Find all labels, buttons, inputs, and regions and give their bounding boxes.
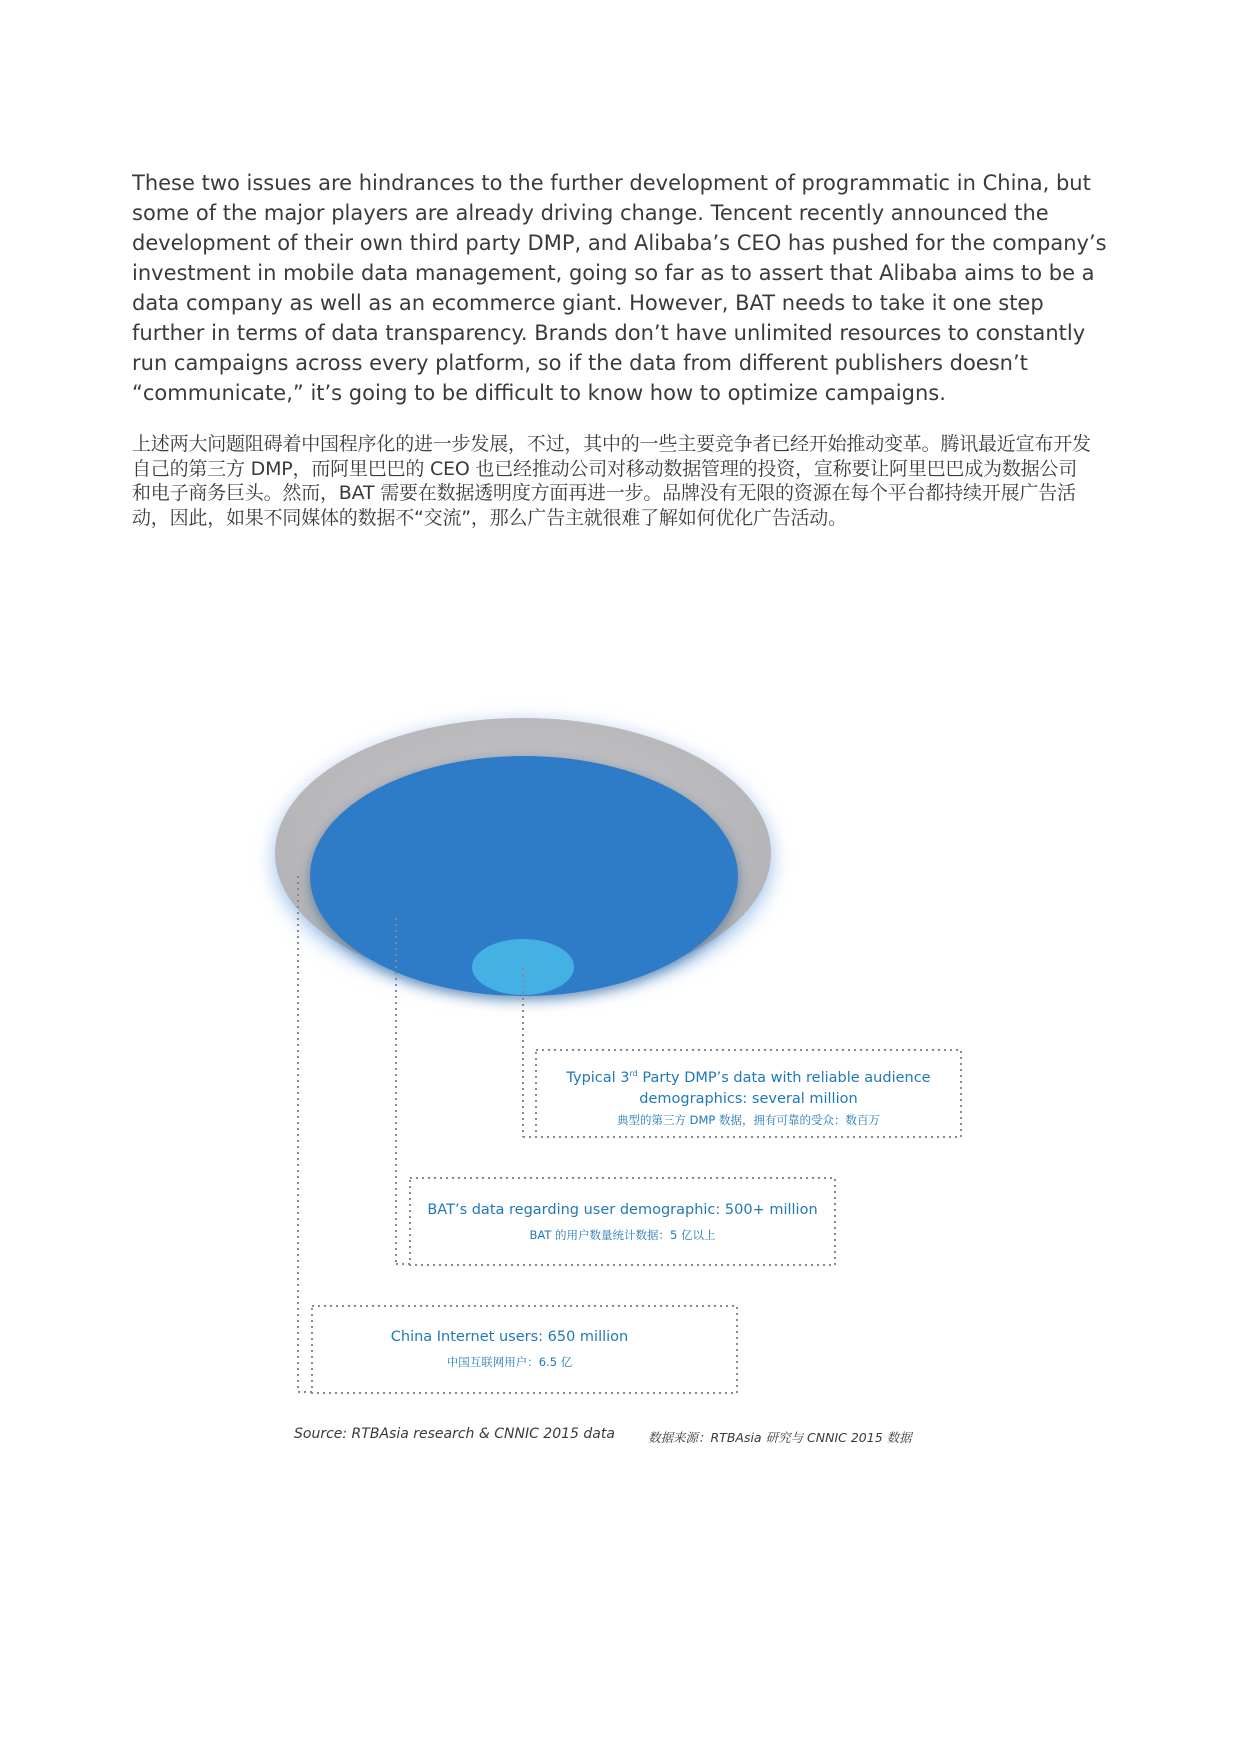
body-paragraph-english: These two issues are hindrances to the further development of programmatic in China, but some of the major players are already driving change. Tencent recently announced the development of their own third party DMP, and Alibaba’s CEO has pushed for the company’s investment in mobile data management, going so far as to assert that Alibaba aims to be a data company as well as an ecommerce giant. However, BAT needs to take it one step further in terms of data transparency. Brands don’t have unlimited resources to constantly run campaigns across every platform, so if the data from different publishers doesn’t “communicate,” it’s going to be difficult to know how to optimize campaigns.: [132, 171, 1107, 405]
dmp-label-english: Typical 3rd Party DMP’s data with reliable audience demographics: several million: [566, 1069, 931, 1107]
dmp-label: [536, 1063, 961, 1130]
source-chinese: 数据来源：RTBAsia 研究与 CNNIC 2015 数据: [648, 1430, 912, 1445]
bat-label: [410, 1200, 835, 1245]
dmp-label-chinese: 典型的第三方 DMP 数据，拥有可靠的受众：数百万: [616, 1112, 881, 1127]
china-label-english: China Internet users: 650 million: [390, 1329, 629, 1345]
china-label-chinese: 中国互联网用户：6.5 亿: [446, 1355, 573, 1369]
body-paragraph-chinese: 上述两大问题阻碍着中国程序化的进一步发展，不过，其中的一些主要竞争者已经开始推动变革。腾讯最近宣布开发自己的第三方 DMP，而阿里巴巴的 CEO 也已经推动公司对移动数据管理的投资，宣称要让阿里巴巴成为数据公司和电子商务巨头。然而，BAT 需要在数据透明度方面再进一步。品牌没有无限的资源在每个平台都持续开展广告活动，因此，如果不同媒体的数据不“交流”，那么广告主就很难了解如何优化广告活动。: [132, 433, 1091, 529]
china-label: [312, 1327, 707, 1372]
bat-label-chinese: BAT 的用户数量统计数据：5 亿以上: [529, 1228, 716, 1242]
source-english: Source: RTBAsia research & CNNIC 2015 data: [294, 1426, 615, 1442]
bat-label-english: BAT’s data regarding user demographic: 500+ million: [427, 1202, 818, 1218]
